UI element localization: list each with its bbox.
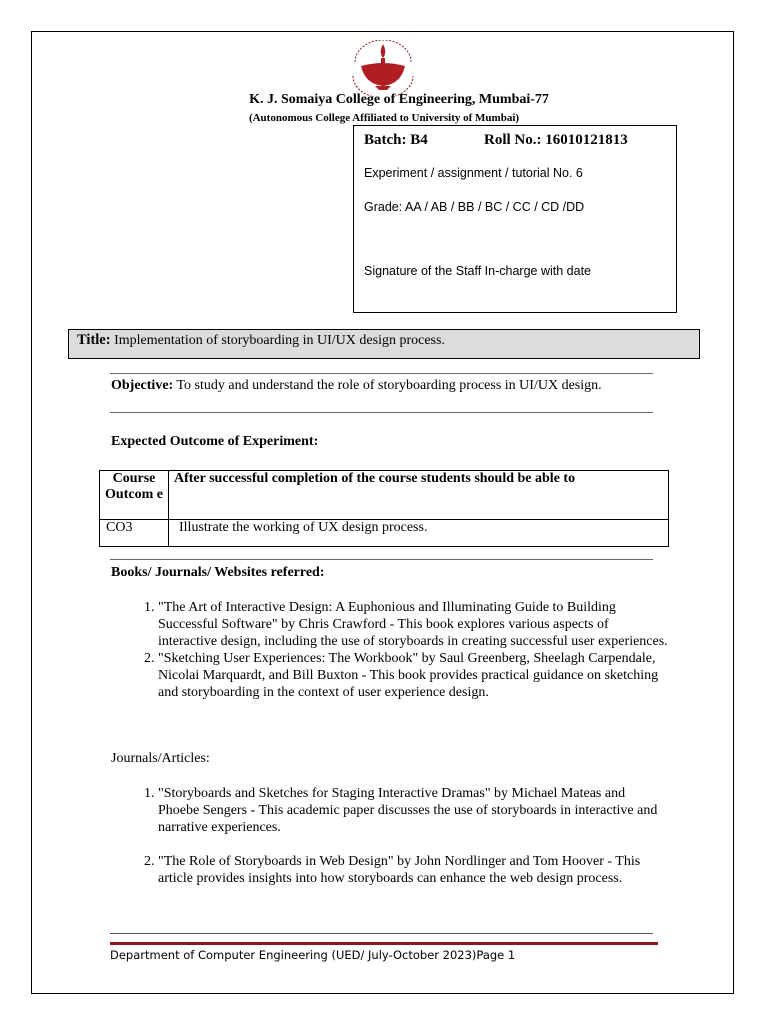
batch-line <box>364 132 628 149</box>
title-label: Title: <box>77 332 111 348</box>
footer-accent-rule <box>110 942 658 945</box>
grade-options: Grade: AA / AB / BB / BC / CC / CD /DD <box>364 200 585 214</box>
footer-divider <box>110 933 653 934</box>
outcome-code: CO3 <box>100 520 169 547</box>
outcome-description: Illustrate the working of UX design process. <box>169 520 669 547</box>
objective-label: Objective: <box>111 378 174 393</box>
college-subtitle: (Autonomous College Affiliated to University of Mumbai) <box>248 112 520 124</box>
journals-list-2 <box>110 853 668 887</box>
title-text: Implementation of storyboarding in UI/UX design process. <box>114 333 445 348</box>
divider <box>110 412 653 413</box>
outcome-heading: Expected Outcome of Experiment: <box>111 434 319 449</box>
title-bar <box>68 329 700 359</box>
completion-header: After successful completion of the course students should be able to <box>169 471 669 520</box>
journals-list-1 <box>110 785 668 836</box>
objective <box>111 378 602 394</box>
list-item: 2. "Sketching User Experiences: The Workbook" by Saul Greenberg, Sheelagh Carpendale, Nicolai Marquardt, and Bill Buxton - This book provides practical guidance on sketching and storyboarding in the context of user experience design. <box>158 650 668 701</box>
list-item: 1. "The Art of Interactive Design: A Euphonious and Illuminating Guide to Building Successful Software" by Chris Crawford - This book explores various aspects of interactive design, including the use of storyboards in creating successful user experiences. <box>158 599 668 650</box>
batch-value: Batch: B4 <box>364 132 428 148</box>
footer-text: Department of Computer Engineering (UED/ July-October 2023)Page 1 <box>110 948 516 962</box>
course-outcome-table <box>99 470 669 547</box>
staff-signature-label: Signature of the Staff In-charge with date <box>364 264 591 278</box>
divider <box>110 373 653 374</box>
table-header-row <box>100 471 669 520</box>
batch-info-box <box>353 125 677 313</box>
experiment-number: Experiment / assignment / tutorial No. 6 <box>364 166 583 180</box>
books-list <box>110 599 668 701</box>
references-heading: Books/ Journals/ Websites referred: <box>111 565 325 580</box>
list-item: 2. "The Role of Storyboards in Web Design" by John Nordlinger and Tom Hoover - This article provides insights into how storyboards can enhance the web design process. <box>158 853 668 887</box>
somaiya-logo <box>345 40 421 96</box>
objective-text: To study and understand the role of storyboarding process in UI/UX design. <box>176 378 602 393</box>
course-outcome-header: Course Outcom e <box>100 471 169 520</box>
table-row <box>100 520 669 547</box>
journals-label: Journals/Articles: <box>111 751 210 766</box>
college-name: K. J. Somaiya College of Engineering, Mumbai-77 <box>249 92 549 107</box>
roll-number: Roll No.: 16010121813 <box>484 132 628 148</box>
divider <box>110 559 653 560</box>
list-item: 1. "Storyboards and Sketches for Staging Interactive Dramas" by Michael Mateas and Phoebe Sengers - This academic paper discusses the use of storyboards in interactive and narrative experiences. <box>158 785 668 836</box>
